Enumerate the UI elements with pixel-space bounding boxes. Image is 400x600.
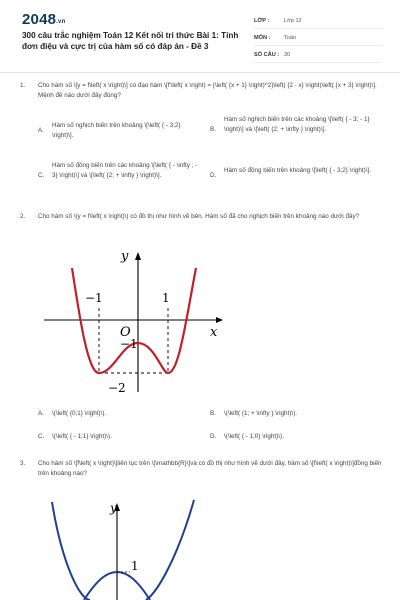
meta-row-subject [254,31,382,46]
logo-text: 2048 [22,11,57,28]
tick-label-y-neg2: −2 [108,381,126,395]
y-axis-label: y [121,249,129,264]
option-text: \(\left( {0;1} \right)\). [52,410,107,417]
meta-key: SỐ CÂU : [254,51,280,58]
meta-key: LỚP : [254,17,270,24]
tick-label-x-neg1: −1 [85,291,103,305]
meta-key: MÔN : [254,34,271,41]
question-stem: Cho hàm số \[y = f\left( x \right)\] có đạo hàm \[f'\left( x \right) = {\left( {x + 1} \right)^2}\left( {2 - x} \right)\left( {x + 3} \right)\]. Mệnh đề nào dưới đây đúng? [38,82,377,99]
question-3 [20,459,382,479]
question-stem: Cho hàm số \[f\left( x \right)\]liên tục trên \[\mathbb{R}\]và có đồ thị như hình vẽ dưới đây, hàm số \[f\left( x \right)\]đồng biến trên khoảng nào? [38,460,382,477]
question-2 [20,212,382,222]
meta-value: 30 [284,51,291,58]
question-1 [20,81,382,101]
option-label: B. [210,126,216,133]
option-label: B. [210,410,216,417]
tick-label-x-pos1: 1 [162,291,170,305]
option-text: \(\left( { - 1;1} \right)\). [52,433,112,440]
function-graph-q3 [30,494,230,600]
meta-row-class [254,14,382,29]
logo-suffix: .vn [56,19,66,25]
option-label: C. [38,172,45,179]
tick-label-y-neg1: −1 [120,337,138,351]
function-curve-right [146,500,194,600]
option-text: Hàm số đồng biến trên khoảng \[\left( { - 3;2} \right)\]. [224,167,372,174]
option-text: Hàm số nghịch biến trên khoảng \[\left( { - 3;2} \right)\]. [52,122,181,139]
option-label: D. [210,172,217,179]
tick-label-y-1: 1 [131,559,139,573]
option-label: C. [38,433,45,440]
page-title: 300 câu trắc nghiệm Toán 12 Kết nối tri thức Bài 1: Tính đơn điệu và cực trị của hàm số có đáp án - Đề 3 [22,31,239,51]
function-graph-q2 [40,240,240,400]
y-axis-label: y [110,501,117,515]
header-divider [0,72,400,73]
meta-value: Toán [284,34,297,41]
option-text: \(\left( {1; + \infty } \right)\). [224,410,297,417]
function-curve-left [52,502,90,600]
option-text: \(\left( { - 1;0} \right)\). [224,433,284,440]
x-axis-arrow [216,317,223,323]
origin-label: O [120,325,131,340]
page-header [0,0,400,66]
site-logo[interactable] [22,11,65,28]
option-label: A. [38,410,44,417]
y-axis-arrow [135,252,141,260]
option-text: Hàm số nghịch biến trên các khoảng \[\left( { - 3; - 1} \right)\] và \[\left( {2; + \infty } \right)\]. [224,116,370,133]
question-number: 2. [20,213,26,220]
x-axis-label: x [210,325,218,340]
option-label: A. [38,127,44,134]
meta-value: Lớp 12 [284,17,302,24]
question-number: 3. [20,460,26,467]
question-stem: Cho hàm số \(y = f\left( x \right)\) có đồ thị như hình vẽ bên. Hàm số đã cho nghịch biến trên khoảng nào dưới đây? [38,213,360,220]
option-label: D. [210,433,217,440]
meta-row-count [254,48,382,63]
meta-info [254,14,382,65]
option-text: Hàm số đồng biến trên các khoảng \[\left( { - \infty ; - 3} \right)\] và \[\left( {2; + \infty } \right)\]. [52,162,198,179]
question-number: 1. [20,82,26,89]
